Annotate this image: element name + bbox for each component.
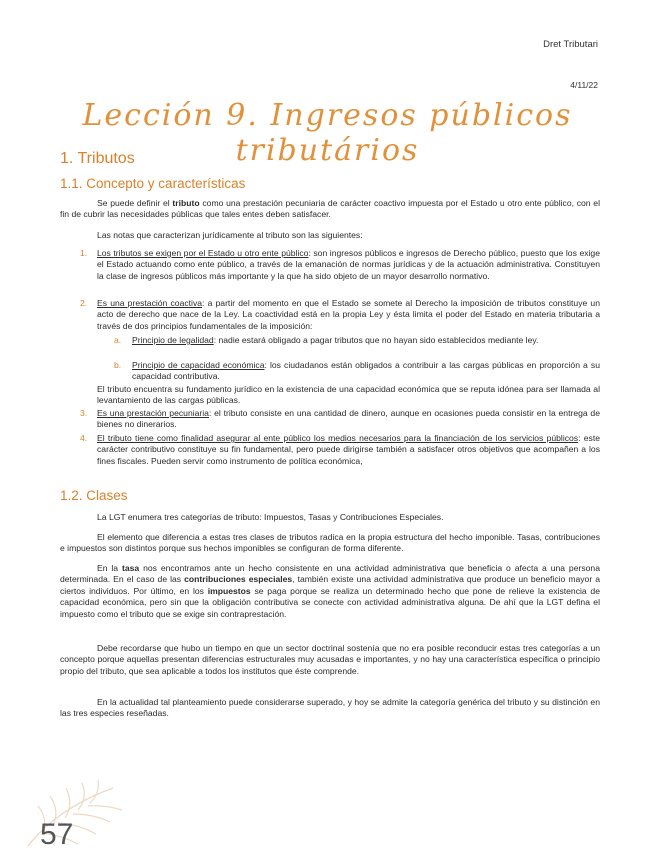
lesson-title: Lección 9. Ingresos públicos tributários [82,98,573,168]
paragraph-fundamento: El tributo encuentra su fundamento jurídico en la existencia de una capacidad económica que se reputa idónea para ser llamada al levantamiento de las cargas públicas. [97,384,600,406]
list-item: Los tributos se exigen por el Estado u otro ente público: son ingresos públicos e ingresos de Derecho público, puesto que los exige el Estado actuando como ente público, a través de la emanación de normas jurídicas y de la actuación administrativa. Constituyen la clase de ingresos públicos más importante y la que ha sido objeto de un mayor desarrollo normativo. [97,248,600,281]
paragraph-categories: La LGT enumera tres categorías de tributo: Impuestos, Tasas y Contribuciones Especiales. [97,512,444,522]
section-1-heading: 1. Tributos [60,150,135,167]
paragraph-notes-intro: Las notas que caracterizan jurídicamente al tributo son las siguientes: [97,230,363,240]
paragraph-current: En la actualidad tal planteamiento puede considerarse superado, y hoy se admite la categoría genérica del tributo y su distinción en las tres especies reseñadas. [60,697,600,719]
section-1-2-heading: 1.2. Clases [60,488,128,503]
section-1-1-heading: 1.1. Concepto y características [60,176,246,191]
paragraph-tasa: En la tasa nos encontramos ante un hecho consistente en una actividad administrativa que beneficia o afecta a una persona determinada. En el caso de las contribuciones especiales, también existe una actividad administrativa que produce un beneficio mayor a ciertos individuos. Por último, en los impuestos se paga porque se realiza un determinado hecho que pone de relieve la existencia de capacidad económica, pero sin que la obligación contributiva se conecte con actividad administrativa alguna. De ahí que la LGT defina el impuesto como el tributo que se exige sin contraprestación. [60,563,600,619]
sublist-item: Principio de capacidad económica: los ciudadanos están obligados a contribuir a las cargas públicas en proporción a su capacidad contributiva. [132,360,600,382]
sublist-item: Principio de legalidad: nadie estará obligado a pagar tributos que no hayan sido establecidos mediante ley. [132,335,539,345]
header-course: Dret Tributari [543,39,598,50]
sublist-letter: a. [114,335,122,345]
header-date: 4/11/22 [570,80,598,90]
list-number: 4. [80,433,88,443]
list-item: Es una prestación coactiva: a partir del momento en que el Estado se somete al Derecho la imposición de tributos constituye un acto de derecho que nace de la Ley. La coactividad está en la propia Ley y ésta limita el poder del Estado en materia tributaria a través de dos principios fundamentales de la imposición: [97,298,600,331]
list-number: 1. [80,248,88,258]
paragraph-definition: Se puede definir el tributo como una prestación pecuniaria de carácter coactivo impuesta por el Estado u otro ente público, con el fin de cubrir las necesidades públicas que tales entes deben satisfacer. [60,198,600,220]
sublist-letter: b. [114,360,122,370]
page-number: 57 [40,818,74,851]
list-number: 2. [80,298,88,308]
paragraph-doctrine: Debe recordarse que hubo un tiempo en que un sector doctrinal sostenía que no era posible reconducir estas tres categorías a un concepto porque aquellas presentan diferencias estructurales muy acusadas e importantes, y no hay una característica específica o principio propio del tributo, que sea aplicable a todos los institutos que éste comprende. [60,643,600,676]
list-item: Es una prestación pecuniaria: el tributo consiste en una cantidad de dinero, aunque en ocasiones pueda consistir en la entrega de bienes no dinerarios. [97,408,600,430]
list-number: 3. [80,408,88,418]
list-item: El tributo tiene como finalidad asegurar al ente público los medios necesarios para la financiación de los servicios públicos: este carácter contributivo constituye su fin fundamental, pero puede dirigirse también a satisfacer otros objetivos que acompañen a los fines fiscales. Pueden servir como instrumento de política económica, [97,433,600,466]
paragraph-difference: El elemento que diferencia a estas tres clases de tributos radica en la propia estructura del hecho imponible. Tasas, contribuciones e impuestos son distintos porque sus hechos imponibles se configuran de forma diferente. [60,532,600,554]
